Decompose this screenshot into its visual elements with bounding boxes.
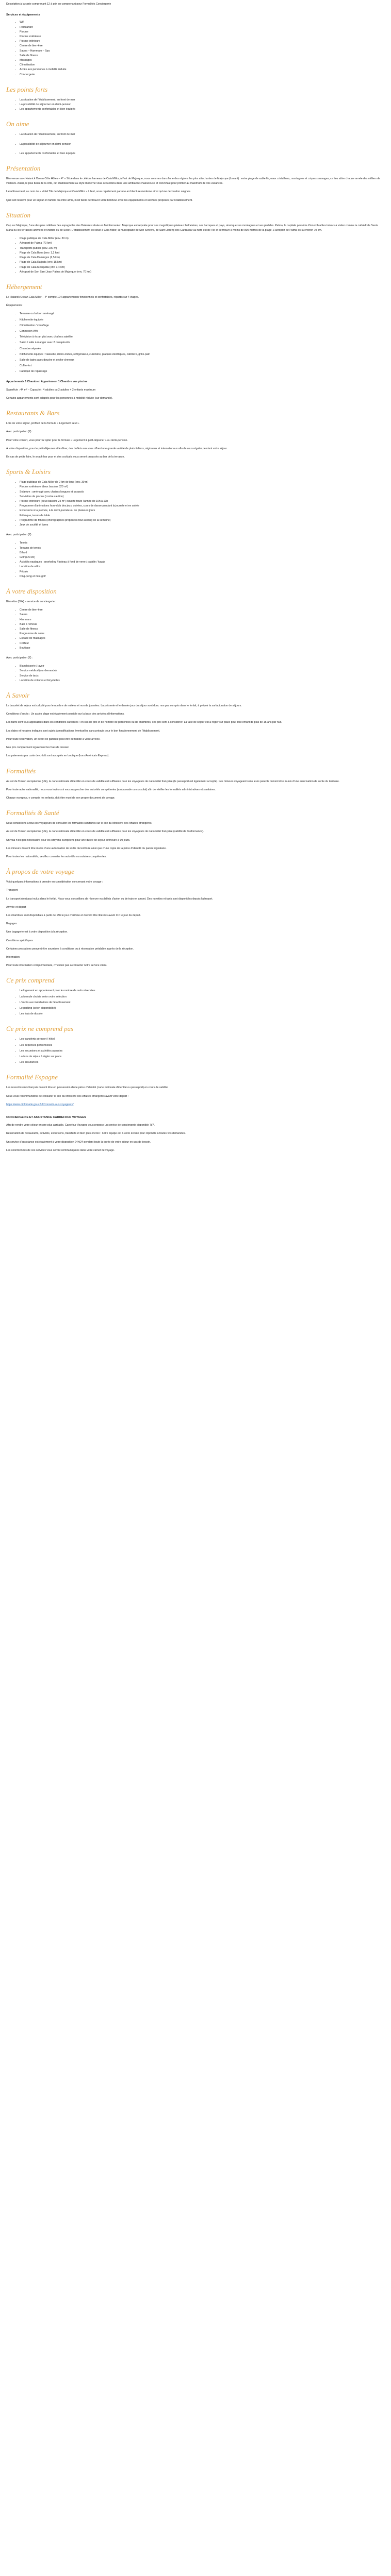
voyage-text <box>6 880 385 968</box>
voyage-paragraph: Certaines prestations peuvent être soumises à conditions ou à réservation préalable auprès de la réception. <box>6 947 134 951</box>
sport-paid-item: • Billard <box>20 551 385 555</box>
service-item: • Accès aux personnes à mobilité réduite <box>20 67 385 72</box>
presentation-paragraph: Qu'il soit réservé pour un séjour en famille ou entre amis, il est facile de trouver votre bonheur avec les équipements et services proposés par l'établissement. <box>6 198 193 202</box>
savoir-paragraph: Pour toute réservation, un dépôt de garantie peut être demandé à votre arrivée. <box>6 737 101 741</box>
savoir-paragraph: Les dates et horaires indiqués sont sujets à modifications éventuelles sans préavis pour le bon fonctionnement de l'établissement. <box>6 729 160 733</box>
bienetre-paid-item: • Blanchisserie / lavoir <box>20 664 385 669</box>
bienetre-item: • Bain à remous <box>20 622 385 627</box>
points-list <box>6 98 385 112</box>
situation-item: • Plage de Cala Ratjada (env. 15 km) <box>20 260 385 265</box>
equipement-item: • Connexion Wifi <box>20 329 385 334</box>
bienetre-paid-item: • Location de voitures et bicyclettes <box>20 679 385 683</box>
inclus-title: Ce prix comprend <box>6 976 55 985</box>
sport-item: • Plage publique de Cala Millor de 2 km de long (env. 30 m) <box>20 480 385 485</box>
final-paragraph: Les coordonnées de ces services vous seront communiquées dans votre carnet de voyage. <box>6 1148 115 1152</box>
voyage-paragraph: Transport <box>6 889 18 892</box>
savoir-paragraph: Les paiements par carte de crédit sont acceptés en boutique (hors Américain Express). <box>6 754 109 758</box>
inclus-item: • L'accès aux installations de l'établissement <box>20 1001 385 1005</box>
resto-text-4: À votre disposition, pour le petit-déjeuner et le dîner, des buffets aux vous offrent une grande variété de plats italiens, régionaux et internationaux afin de vous régaler pendant votre séjour. <box>6 447 228 450</box>
voyage-paragraph: Arrivée et départ <box>6 905 26 909</box>
inclus-list <box>6 989 385 1016</box>
inclus-item: • La formule choisie selon votre sélection <box>20 995 385 999</box>
inclus-item: • Le logement en appartement pour le nombre de nuits réservées <box>20 989 385 993</box>
formalites-sante-paragraph: Pour toutes les nationalités, veuillez consulter les autorités consulaires compétentes. <box>6 855 107 858</box>
services-title: Services et équipements <box>6 13 40 17</box>
service-item: • Wifi <box>20 20 385 25</box>
services-section <box>6 13 385 77</box>
sports-title: Sports & Loisirs <box>6 468 51 476</box>
situation-item: • Plage de Cala Domingos (2,5 km) <box>20 256 385 260</box>
formalites-sante-text <box>6 821 385 859</box>
formalites-sante-paragraph: Au vol de l'Union européenne (UE), la carte nationale d'identité en cours de validité est suffisante pour les voyageurs de nationalité française (validité de l'ordonnance). <box>6 830 204 834</box>
bienetre-title: À votre disposition <box>6 587 57 596</box>
sport-item: • Piscine intérieure (deux bassins 25 m²) ouverte toute l'année de 10h à 19h <box>20 499 385 504</box>
savoir-paragraph: Conditions d'accès : Un accès plage est également possible sur la base des arrivées d'informations. <box>6 713 125 716</box>
voyage-paragraph: Conditions spécifiques <box>6 939 33 942</box>
service-item: • Massages <box>20 58 385 63</box>
service-item: • Salle de fitness <box>20 54 385 58</box>
final-paragraph: Réservation de restaurants, activités, excursions, transferts et bien plus encore : notre équipe est à votre écoute pour répondre à toutes vos demandes. <box>6 1132 186 1136</box>
points-title: Les points forts <box>6 85 48 93</box>
voyage-paragraph: Les chambres sont disponibles à partir de 15h le jour d'arrivée et doivent être libérées avant 11h le jour du départ. <box>6 913 141 917</box>
bienetre-item: • Coiffeur <box>20 641 385 646</box>
sport-paid-item: • Location de vélos <box>20 565 385 569</box>
resto-text-5: En cas de petite faim, le snack-bar pour et des cocktails vous seront proposés au bar de la terrasse. <box>6 455 125 459</box>
voyage-paragraph: Pour toute information complémentaire, n'hésitez pas à contacter notre service client. <box>6 964 107 968</box>
sport-item: • Piscine extérieure (deux bassins 320 m²) <box>20 485 385 489</box>
hebergement-title: Hébergement <box>6 282 42 291</box>
service-item: • Conciergerie <box>20 73 385 77</box>
sport-paid-item: • Ping-pong et mini-golf <box>20 574 385 579</box>
voyage-paragraph: Bagages <box>6 922 17 926</box>
formalites-text <box>6 779 385 801</box>
situation-list <box>6 236 385 275</box>
bienetre-item: • Hammam <box>20 618 385 622</box>
outro-text-2: Nous vous recommandons de consulter le site du Ministère des Affaires étrangères avant votre départ : <box>6 1094 128 1098</box>
bienetre-item: • Sauna <box>20 613 385 617</box>
inclus-item: • Le parking (selon disponibilité) <box>20 1006 385 1011</box>
noninclus-item: • Les transferts aéroport / hôtel <box>20 1037 385 1042</box>
savoir-title: À Savoir <box>6 691 30 700</box>
sport-item: • Jeux de société et livres <box>20 523 385 528</box>
sports-participation: Avec participation (€) : <box>6 533 33 537</box>
equipement-item: • Fabriqué de repassage <box>20 369 385 374</box>
resto-text-1: Lors de votre séjour, profitez de la formule « Logement seul ». <box>6 422 80 426</box>
noninclus-item: • La taxe de séjour à régler sur place <box>20 1055 385 1059</box>
equipement-item: • Chambre séparée <box>20 347 385 351</box>
equipement-item: • Kitchenette équipée <box>20 318 385 323</box>
situation-item: • Plage de Cala Bona (env. 1,2 km) <box>20 251 385 256</box>
situation-text: Cap sur Majorque, l'une des plus célèbres îles espagnoles des Baléares située en Méditerranée ! Majorque est réputée pour ses magnifiques plateaux balnéaires, ses baroques et pays, ainsi que ses montagnes et ses pinèdes. Palma, la capitale possède d'innombrables trésors à visiter comme la cathédrale Santa Maria ou les terrasses animées d'Andratx ou de Soller. L'établissement est situé à Cala Millor, la municipalité de Son Servera, de Sant Llorenç des Cardassar au nord est de l'île et se trouve à moins de 800 mètres de la plage. L'aéroport de Palma est à environ 70 km. <box>6 224 378 232</box>
resto-text-2: Avec participation (€) : <box>6 430 33 434</box>
sport-item: • Programme de fitness (chorégraphies proposées tout au long de la semaine) <box>20 518 385 523</box>
bienetre-item: • Programme de soins <box>20 632 385 636</box>
sport-item: • Serviettes de piscine (contre caution) <box>20 495 385 499</box>
sport-paid-item: • Terrains de tennis <box>20 546 385 551</box>
final-text <box>6 1123 385 1153</box>
sport-paid-item: • Pédalo <box>20 570 385 574</box>
presentation-paragraph: L'établissement, au nom de « Hotel Tile de Majorque et Cala Millor » à l'est, vous rapidement par une architecture moderne ainsi qu'une décoration soignée. <box>6 190 191 194</box>
bienetre-item: • Boutique <box>20 646 385 651</box>
onaime-item: • Les appartements confortables et bien équipés <box>20 151 385 156</box>
noninclus-list <box>6 1037 385 1065</box>
service-item: • Piscine <box>20 30 385 35</box>
page <box>0 0 391 1177</box>
equipement-item: • Coffre-fort <box>20 364 385 368</box>
equipement-item: • Kitchenette équipée : vaisselle, micro-ondes, réfrigérateur, cuisinière, plaques électriques, cafetière, grille-pain <box>20 352 385 357</box>
sport-item: • Excursions à la journée, à la demi-journée ou de plusieurs jours <box>20 509 385 513</box>
equipement-item: • Climatisation / chauffage <box>20 324 385 328</box>
service-item: • Piscine intérieure <box>20 39 385 44</box>
savoir-paragraph: Le bracelet de séjour est calculé pour le nombre de nuitées et non de journées. La présente et le dernier jour du séjour sont donc non pas compris dans le forfait, à prévoir la surfacturation de séjours. <box>6 704 242 708</box>
voyage-paragraph: Information <box>6 955 20 959</box>
sport-item: • Solarium : aménagé avec chaises longues et parasols <box>20 490 385 495</box>
equipement-item: • Salon / salle à manger avec 2 canapés-lits <box>20 341 385 345</box>
situation-item: • Transports publics (env. 200 m) <box>20 246 385 251</box>
voyage-paragraph: Une bagagerie est à votre disposition à la réception. <box>6 930 68 934</box>
service-item: • Sauna – Hammam – Spa <box>20 49 385 54</box>
point-item: • La situation de l'établissement, en front de mer <box>20 98 385 103</box>
bienetre-paid-item: • Service de taxis <box>20 674 385 679</box>
formalites-paragraph: Au vol de l'Union européenne (UE), la carte nationale d'identité en cours de validité est suffisante pour les voyageurs de nationalité française (le passeport est également accepté). Les mineurs voyageant sans leurs parents doivent être munis d'une autorisation de sortie du territoire. <box>6 779 340 783</box>
onaime-list <box>6 132 385 156</box>
service-item: • Centre de bien-être <box>20 44 385 48</box>
intro-text: Description à la carte comprenant 12 à prix en comprenant pour Formalités Conciergerie <box>6 3 111 6</box>
voyage-title: À propos de votre voyage <box>6 868 74 876</box>
equipement-item: • Terrasse ou balcon aménagé <box>20 312 385 316</box>
room-capacity: Superficie : 44 m² – Capacité : 4 adultes ou 2 adultes + 2 enfants maximum <box>6 388 96 392</box>
presentation-text <box>6 177 385 203</box>
point-item: • La possibilité de séjourner en demi-pension <box>20 103 385 107</box>
formalites-sante-paragraph: Nous conseillons à tous les voyageurs de consulter les formalités sanitaires sur le site du Ministère des Affaires étrangères. <box>6 822 153 825</box>
service-item: • Climatisation <box>20 63 385 67</box>
onaime-item: • La possibilité de séjourner en demi-pension <box>20 142 385 147</box>
sport-item: • Programme d'animations hors-club des jeux, soirées, cours de danse pendant la journée et en soirée <box>20 504 385 509</box>
voyage-paragraph: Voici quelques informations à prendre en considération concernant votre voyage : <box>6 880 103 884</box>
inclus-item: • Les frais de dossier <box>20 1012 385 1016</box>
sports-paid-list <box>6 541 385 579</box>
diplomatie-link[interactable]: https://www.diplomatie.gouv.fr/fr/conseils-aux-voyageurs/ <box>6 1103 74 1106</box>
noninclus-item: • Les dépenses personnelles <box>20 1043 385 1048</box>
situation-item: • Aéroport de Palma (70 km) <box>20 241 385 246</box>
bienetre-paid-list <box>6 664 385 683</box>
sport-paid-item: • Golf (à 5 km) <box>20 555 385 560</box>
hebergement-text: Le Haiarick Ocean Cala Millor – 4* compte 104 appartements fonctionnels et confortables, répartis sur 4 étages. <box>6 295 139 299</box>
room-pmr: Certains appartements sont adaptés pour les personnes à mobilité réduite (sur demande). <box>6 396 113 400</box>
noninclus-title: Ce prix ne comprend pas <box>6 1025 74 1033</box>
outro-title: Formalité Espagne <box>6 1073 58 1081</box>
sports-list <box>6 480 385 528</box>
bienetre-participation: Avec participation (€) : <box>6 656 33 660</box>
resto-text-3: Pour votre confort, vous pourrez opter pour la formule « Logement & petit-déjeuner » ou demi-pension. <box>6 438 128 442</box>
bienetre-item: • Espace de massages <box>20 636 385 641</box>
formalites-paragraph: Pour toute autre nationalité, nous vous invitons à vous rapprocher des autorités compétentes (ambassade ou consulat) afin de vérifier les formalités administratives et sanitaires. <box>6 788 216 791</box>
savoir-text <box>6 704 385 758</box>
sport-item: • Pétanque, tennis de table <box>20 514 385 518</box>
bienetre-item: • Salle de fitness <box>20 627 385 632</box>
bienetre-paid-item: • Service médical (sur demande) <box>20 669 385 673</box>
bienetre-text: Bien-être (30+) – service de conciergerie : <box>6 600 56 604</box>
situation-item: • Aéroport de Son Sant Joan Palma de Majorque (env. 70 km) <box>20 270 385 275</box>
equipement-item: • Salle de bains avec douche et sèche-cheveux <box>20 358 385 363</box>
final-title: CONCIERGERIE ET ASSISTANCE CARREFOUR VOYAGES <box>6 1116 86 1119</box>
voyage-paragraph: Le transport n'est pas inclus dans le forfait. Nous vous conseillons de réserver vos billets d'avion ou de train en amont. Des navettes et taxis sont disponibles depuis l'aéroport. <box>6 897 213 901</box>
formalites-sante-paragraph: Un visa n'est pas nécessaire pour les citoyens européens pour une durée de séjour inférieure à 90 jours. <box>6 838 131 842</box>
service-item: • Restaurant <box>20 25 385 30</box>
resto-title: Restaurants & Bars <box>6 409 60 417</box>
noninclus-item: • Les assurances <box>20 1060 385 1065</box>
final-paragraph: Un service d'assistance est également à votre disposition 24h/24 pendant toute la durée de votre séjour en cas de besoin. <box>6 1140 151 1144</box>
onaime-item: • La situation de l'établissement, en front de mer <box>20 132 385 137</box>
outro-text-1: Les ressortissants français doivent être en possession d'une pièce d'identité (carte nationale d'identité ou passeport) en cours de validité. <box>6 1086 169 1090</box>
formalites-paragraph: Chaque voyageur, y compris les enfants, doit être muni de son propre document de voyage. <box>6 796 116 800</box>
bienetre-item: • Centre de bien-être <box>20 608 385 613</box>
presentation-title: Présentation <box>6 164 41 173</box>
formalites-title: Formalités <box>6 767 36 775</box>
situation-title: Situation <box>6 211 30 219</box>
bienetre-list <box>6 608 385 651</box>
hebergement-list <box>6 312 385 374</box>
presentation-paragraph: Bienvenue au « Haiarick Ocean Côte Hôtes – 4* » Situé dans le célèbre hameau de Cala Millor, à l'est de Majorque, nous sommes dans l'une des régions les plus attachantes de Majorque (Levant) : entre plage de sable fin, eaux cristallines, montagnes et criques sauvages, ce lieu attire chaque année des milliers de visiteurs. Aussi, le plus beau de la côte, cet établissement au style moderne vous accueillera dans une ambiance chaleureuse et conviviale pour profiter au maximum de vos vacances. <box>6 177 381 185</box>
sport-paid-item: • Tennis <box>20 541 385 546</box>
final-paragraph: Afin de rendre votre séjour encore plus agréable, Carrefour Voyages vous propose un service de conciergerie disponible 7j/7. <box>6 1124 155 1127</box>
situation-item: • Plage publique de Cala Millor (env. 30 m) <box>20 236 385 241</box>
onaime-title: On aime <box>6 120 29 128</box>
services-list <box>6 20 385 77</box>
situation-item: • Plage de Cala Mesquida (env. 3,4 km) <box>20 265 385 270</box>
savoir-paragraph: Nos prix comprennent également les frais de dossier. <box>6 746 70 750</box>
sport-paid-item: • Activités nautiques : snorkeling / bateau à fond de verre / paddle / kayak <box>20 560 385 565</box>
savoir-paragraph: Les tarifs sont tous applicables dans les conditions suivantes : en cas de prix et de nombre de personnes ou de chambres, ces prix sont à considérer. La taxe de séjour est à régler sur place pour tout enfant de plus de 15 ans par nuit. <box>6 721 282 724</box>
room-type: Appartements 1 Chambre / Appartement 1 Chambre vue piscine <box>6 380 88 383</box>
formalites-sante-paragraph: Les mineurs doivent être munis d'une autorisation de sortie du territoire ainsi que d'une copie de la pièce d'identité du parent signataire. <box>6 846 167 850</box>
service-item: • Piscine extérieure <box>20 35 385 39</box>
formalites-sante-title: Formalités & Santé <box>6 809 59 817</box>
equipements-label: Équipements : <box>6 304 24 308</box>
noninclus-item: • Les excursions et activités payantes <box>20 1049 385 1054</box>
equipement-item: • Télévision à écran plat avec chaînes satellite <box>20 335 385 340</box>
point-item: • Les appartements confortables et bien équipés <box>20 107 385 112</box>
